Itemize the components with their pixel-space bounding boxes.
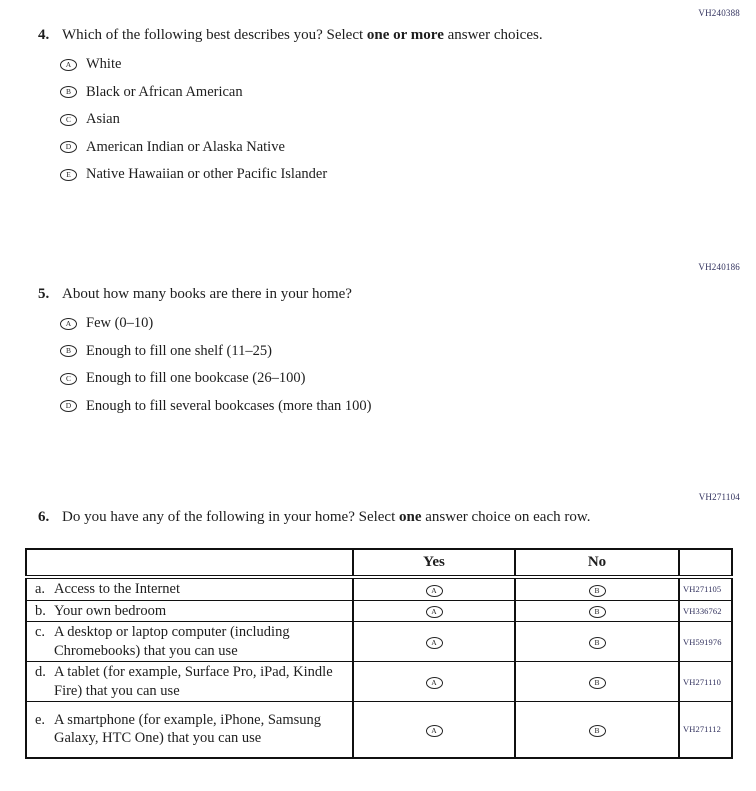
question-text (62, 508, 590, 527)
row-code: VH271110 (679, 662, 732, 702)
table-header-row (26, 549, 732, 577)
question-6 (0, 492, 756, 759)
option-one-shelf (60, 344, 756, 359)
column-header-no: No (515, 549, 679, 577)
prompt-bold: one or more (366, 27, 444, 43)
question-text (62, 26, 543, 45)
answer-bubble-b[interactable]: B (60, 86, 77, 98)
prompt-suffix: answer choices. (443, 27, 543, 43)
question-number: 6. (38, 509, 50, 525)
answer-bubble-a[interactable]: A (60, 318, 77, 330)
yes-bubble[interactable]: A (426, 637, 443, 649)
prompt-bold: one (399, 509, 422, 525)
column-header-item (26, 549, 353, 577)
answer-bubble-d[interactable]: D (60, 141, 77, 153)
option-label: White (86, 56, 122, 72)
row-letter: a. (35, 581, 46, 597)
answer-options (0, 57, 756, 182)
option-label: American Indian or Alaska Native (86, 138, 285, 155)
option-white (60, 57, 756, 72)
row-label: A desktop or laptop computer (including Chromebooks) that you can use (54, 624, 290, 659)
row-code: VH271105 (679, 577, 732, 600)
column-header-code (679, 549, 732, 577)
option-asian (60, 112, 756, 127)
column-header-yes: Yes (353, 549, 515, 577)
yes-bubble[interactable]: A (426, 677, 443, 689)
option-label: Black or African American (86, 83, 243, 100)
row-label: A tablet (for example, Surface Pro, iPad, Kindle Fire) that you can use (54, 664, 333, 699)
option-several-bookcases (60, 399, 756, 414)
yes-bubble[interactable]: A (426, 606, 443, 618)
question-text (62, 285, 352, 304)
answer-bubble-e[interactable]: E (60, 169, 77, 181)
prompt-prefix: Do you have any of the following in your home? Select (62, 509, 400, 525)
yes-bubble[interactable]: A (426, 725, 443, 737)
question-5 (0, 262, 756, 426)
question-prompt (38, 26, 756, 45)
answer-options (0, 316, 756, 414)
question-number: 4. (38, 27, 50, 43)
question-prompt (38, 285, 756, 304)
option-black-or-african-american (60, 85, 756, 100)
option-american-indian-or-alaska-native (60, 140, 756, 155)
question-code: VH240388 (698, 8, 740, 18)
row-code: VH591976 (679, 622, 732, 662)
row-label: A smartphone (for example, iPhone, Samsung Galaxy, HTC One) that you can use (54, 711, 321, 747)
row-letter: b. (35, 602, 46, 619)
prompt-suffix: answer choice on each row. (421, 509, 591, 525)
option-label: Few (0–10) (86, 315, 154, 331)
option-label: Enough to fill one shelf (11–25) (86, 342, 272, 359)
option-label: Enough to fill one bookcase (26–100) (86, 370, 306, 386)
question-4 (0, 8, 756, 195)
row-letter: d. (35, 664, 46, 680)
prompt-prefix: About how many books are there in your home? (62, 286, 352, 302)
table-row-computer (26, 622, 732, 662)
option-label: Asian (86, 111, 120, 127)
answer-bubble-d[interactable]: D (60, 400, 77, 412)
row-letter: e. (35, 711, 46, 728)
table-row-smartphone (26, 702, 732, 758)
answer-bubble-b[interactable]: B (60, 345, 77, 357)
option-label: Enough to fill several bookcases (more than 100) (86, 397, 372, 414)
no-bubble[interactable]: B (589, 606, 606, 618)
row-letter: c. (35, 624, 46, 640)
option-label: Native Hawaiian or other Pacific Islander (86, 166, 328, 182)
no-bubble[interactable]: B (589, 637, 606, 649)
no-bubble[interactable]: B (589, 585, 606, 597)
no-bubble[interactable]: B (589, 725, 606, 737)
table-row-internet (26, 577, 732, 600)
row-label: Your own bedroom (54, 602, 167, 619)
question-prompt (38, 508, 756, 527)
row-label: Access to the Internet (54, 581, 181, 597)
row-code: VH271112 (679, 702, 732, 758)
table-row-bedroom (26, 600, 732, 622)
no-bubble[interactable]: B (589, 677, 606, 689)
option-few-books (60, 316, 756, 331)
home-items-table (25, 548, 733, 759)
prompt-prefix: Which of the following best describes you? Select (62, 27, 367, 43)
question-code: VH271104 (698, 492, 740, 502)
question-number: 5. (38, 286, 50, 302)
yes-bubble[interactable]: A (426, 585, 443, 597)
question-code: VH240186 (698, 262, 740, 272)
answer-bubble-a[interactable]: A (60, 59, 77, 71)
table-row-tablet (26, 662, 732, 702)
option-native-hawaiian-or-pacific-islander (60, 167, 756, 182)
row-code: VH336762 (679, 600, 732, 622)
option-one-bookcase (60, 371, 756, 386)
answer-bubble-c[interactable]: C (60, 373, 77, 385)
answer-bubble-c[interactable]: C (60, 114, 77, 126)
